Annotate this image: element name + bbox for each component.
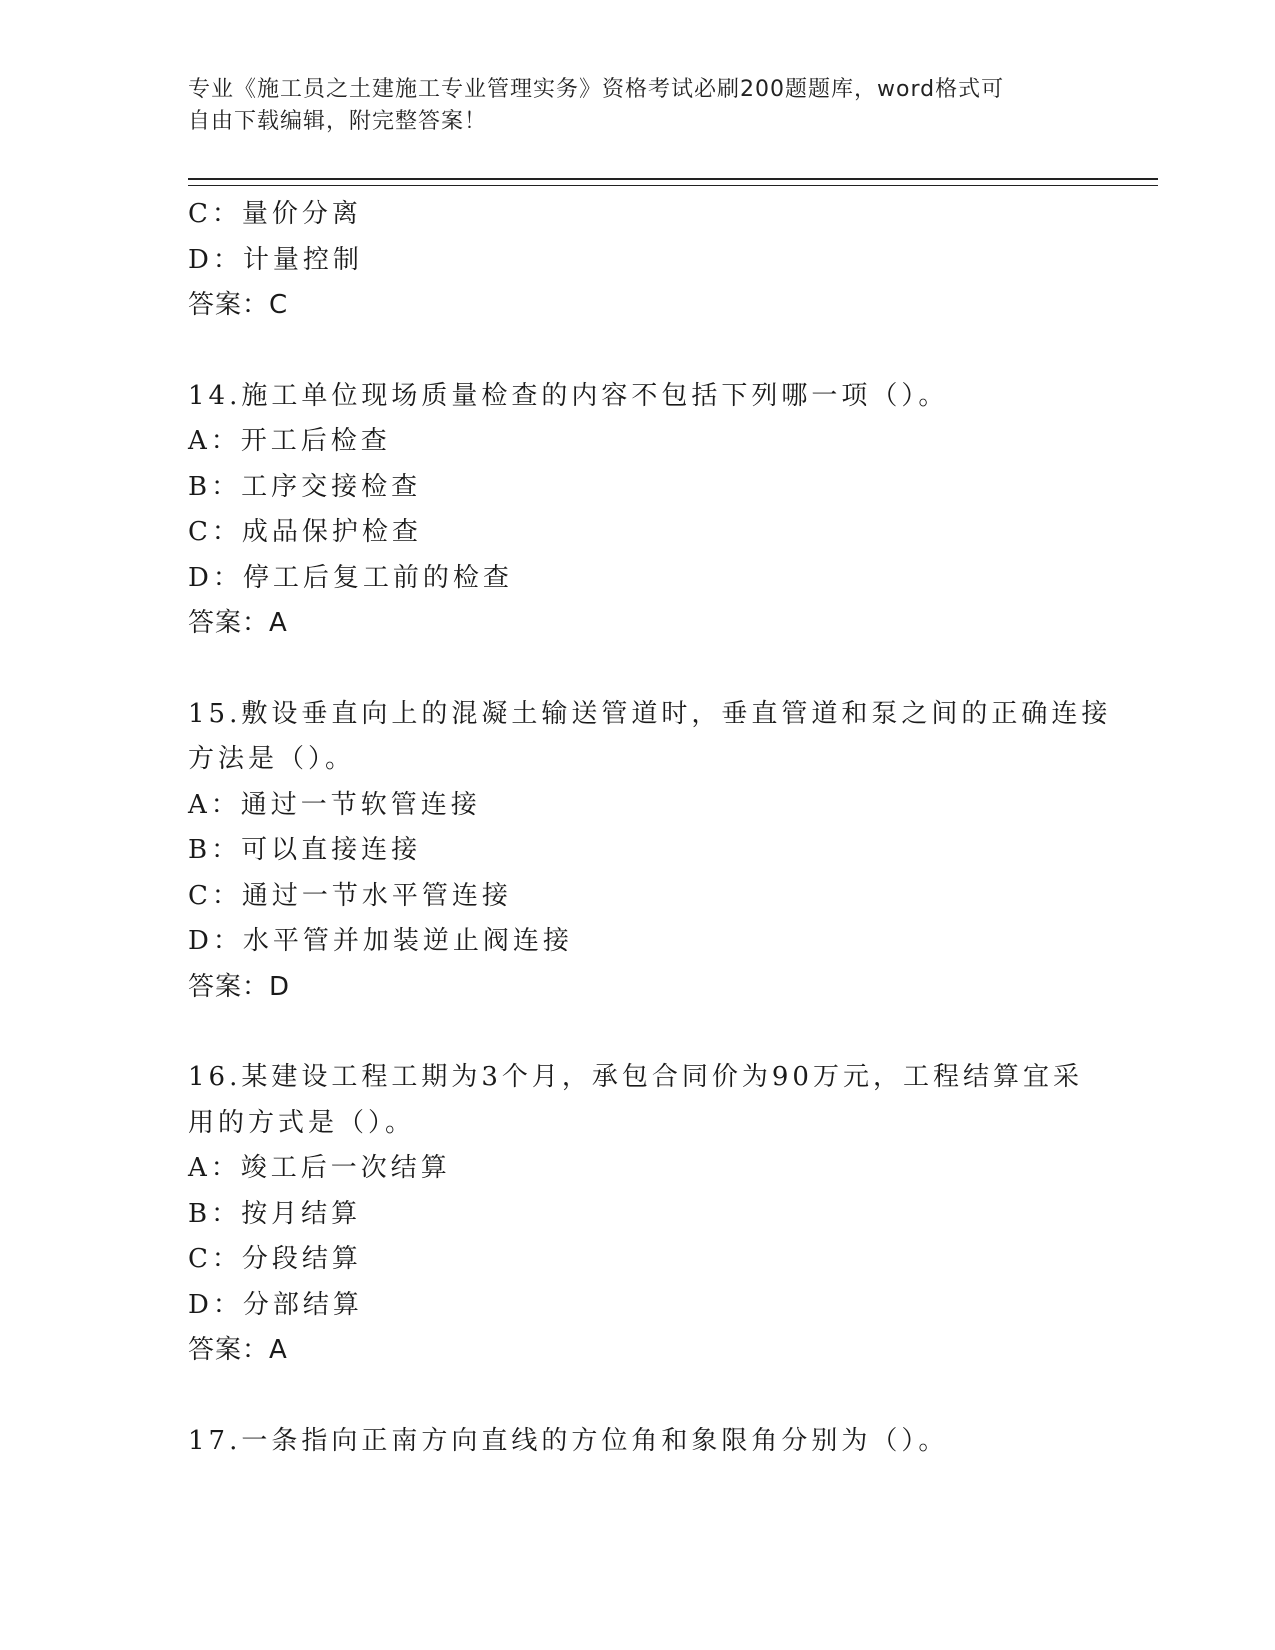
question-stem: 16.某建设工程工期为3个月，承包合同价为90万元，工程结算宜采	[188, 1062, 1083, 1092]
option-d: D：水平管并加装逆止阀连接	[188, 926, 573, 956]
question-14	[188, 374, 1088, 647]
question-stem: 14.施工单位现场质量检查的内容不包括下列哪一项（）。	[188, 380, 949, 411]
question-stem-continued: 方法是（）。	[188, 744, 356, 774]
option-c: C：分段结算	[188, 1244, 362, 1274]
answer-line: 答案：A	[188, 1335, 288, 1365]
question-stem: 15.敷设垂直向上的混凝土输送管道时，垂直管道和泵之间的正确连接	[188, 698, 1112, 729]
option-a: A：竣工后一次结算	[188, 1153, 451, 1183]
option-b: B：按月结算	[188, 1198, 362, 1229]
option-a: A：通过一节软管连接	[188, 789, 481, 820]
answer-line: 答案：D	[188, 971, 291, 1002]
question-content	[188, 192, 1112, 1464]
option-b: B：工序交接检查	[188, 471, 422, 502]
option-b: B：可以直接连接	[188, 835, 422, 865]
option-c: C：量价分离	[188, 199, 362, 229]
option-d: D：计量控制	[188, 244, 363, 275]
question-13-continued	[188, 192, 1088, 329]
question-16	[188, 1055, 1088, 1374]
header-divider	[188, 178, 1158, 186]
question-17	[188, 1419, 1088, 1465]
header-line-2: 自由下载编辑，附完整答案！	[188, 109, 488, 134]
option-c: C：成品保护检查	[188, 517, 422, 547]
answer-line: 答案：A	[188, 608, 288, 638]
question-stem-continued: 用的方式是（）。	[188, 1107, 416, 1138]
option-d: D：分部结算	[188, 1289, 363, 1320]
option-a: A：开工后检查	[188, 426, 391, 456]
question-stem: 17.一条指向正南方向直线的方位角和象限角分别为（）。	[188, 1425, 949, 1456]
document-header	[188, 74, 1068, 138]
question-15	[188, 692, 1112, 1011]
option-d: D：停工后复工前的检查	[188, 562, 513, 593]
answer-line: 答案：C	[188, 290, 289, 320]
option-c: C：通过一节水平管连接	[188, 880, 512, 911]
header-line-1: 专业《施工员之土建施工专业管理实务》资格考试必刷200题题库，word格式可	[188, 77, 1005, 102]
